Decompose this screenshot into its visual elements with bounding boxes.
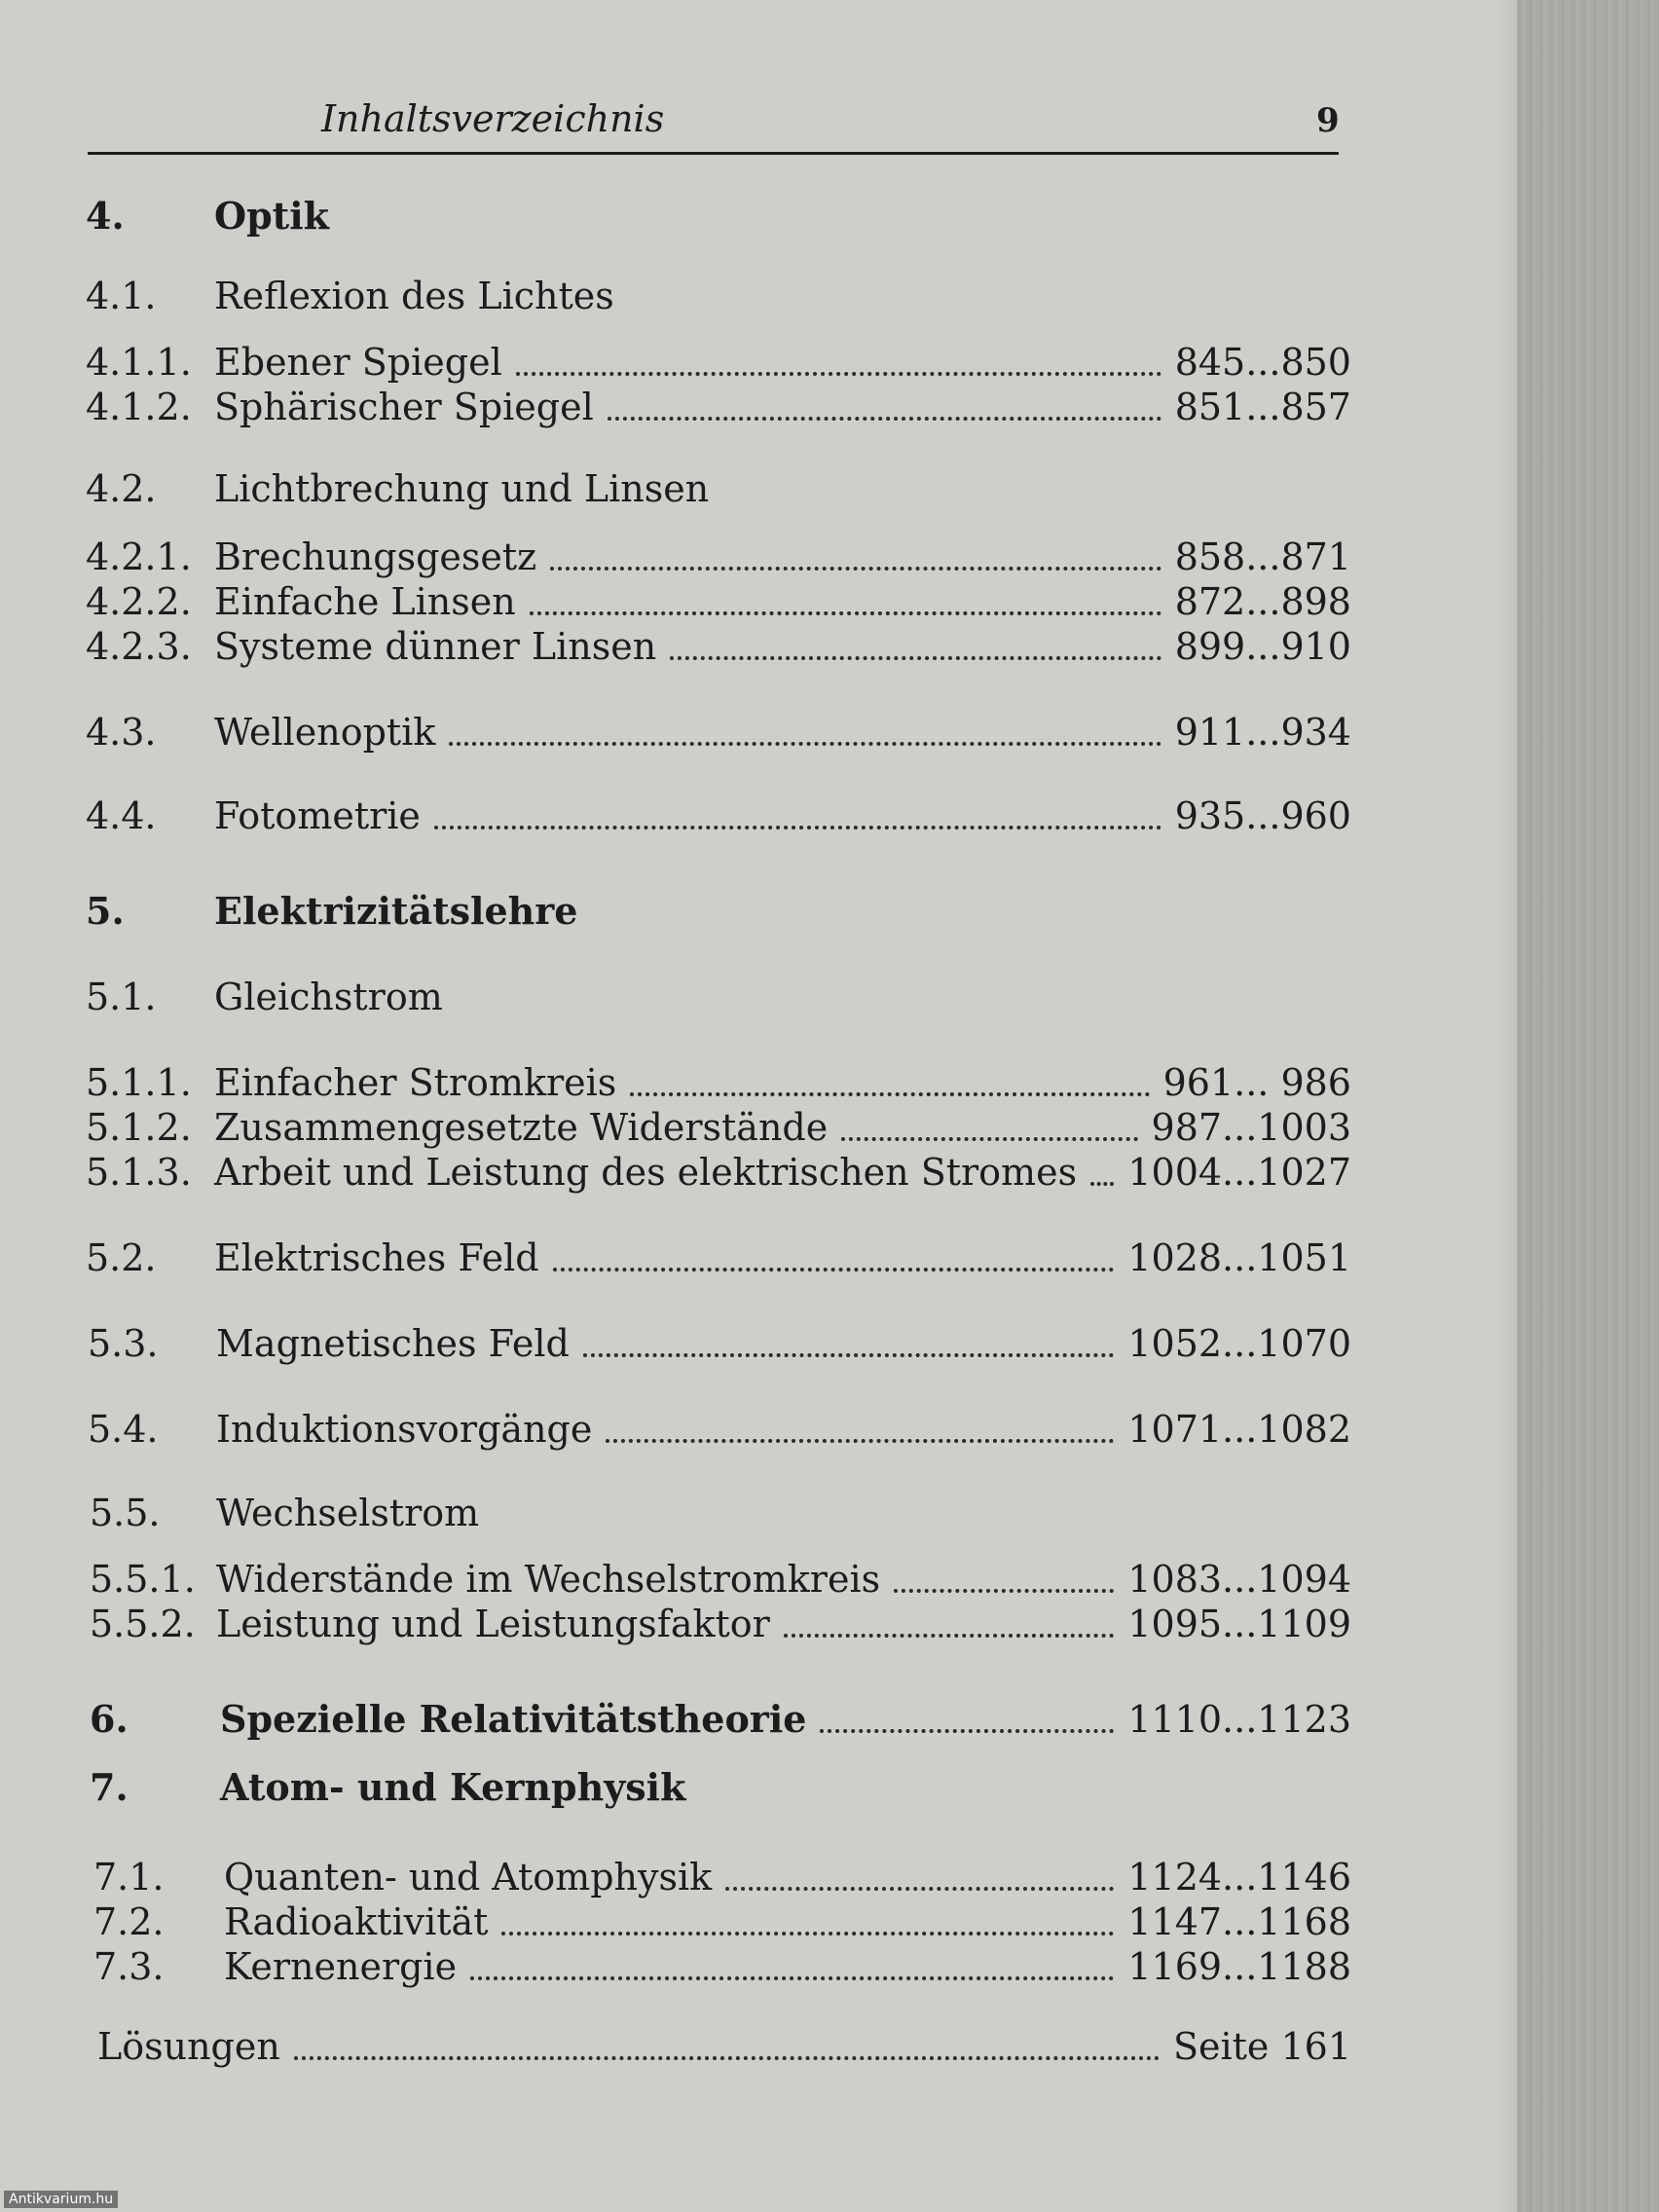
toc-entry-title: Spezielle Relativitätstheorie [220,1697,807,1741]
toc-entry-title: Zusammengesetzte Widerstände [214,1106,829,1149]
toc-entry-number: 5.1. [86,976,157,1018]
dot-leader [784,1626,1115,1638]
toc-entry-title: Atom- und Kernphysik [220,1765,686,1809]
toc-entry-title: Elektrizitätslehre [214,889,578,933]
toc-entry-title: Brechungsgesetz [214,535,537,578]
toc-entry-pages: 1110...1123 [1127,1698,1351,1741]
toc-entry-title: Systeme dünner Linsen [214,625,657,668]
toc-entry-number: 4.1. [86,275,157,317]
toc-entry-title: Gleichstrom [214,976,443,1018]
dot-leader [553,1260,1115,1272]
toc-entry-number: 4.2. [86,467,157,510]
dot-leader [550,559,1161,571]
toc-entry-pages: 872...898 [1174,580,1351,623]
toc-entry-pages: 1095...1109 [1127,1603,1351,1645]
toc-entry-title: Quanten- und Atomphysik [224,1856,713,1899]
page-edge-stack [1517,0,1659,2212]
toc-entry-title: Wellenoptik [214,711,436,754]
watermark: Antikvarium.hu [4,2191,118,2208]
toc-entry-number: 5. [86,889,125,933]
toc-entry-title: Magnetisches Feld [216,1322,570,1365]
toc-entry-title: Radioaktivität [224,1900,489,1943]
toc-entry-number: 4.2.2. [86,580,192,623]
page-number: 9 [1316,101,1340,140]
toc-entry-title: Einfacher Stromkreis [214,1061,617,1104]
toc-entry-number: 5.5. [90,1492,161,1534]
dot-leader [841,1129,1137,1141]
toc-entry-title: Leistung und Leistungsfaktor [216,1603,770,1645]
dot-leader [294,2048,1160,2060]
toc-entry-number: 4.2.1. [86,535,192,578]
toc-entry-pages: 1052...1070 [1127,1322,1351,1365]
toc-entry-number: 7. [90,1765,129,1809]
header-rule [88,152,1339,155]
toc-entry-number: 5.2. [86,1236,157,1279]
dot-leader [630,1085,1149,1096]
toc-entry-title: Sphärischer Spiegel [214,386,594,428]
toc-entry-number: 4.1.1. [86,341,192,384]
dot-leader [530,604,1161,615]
toc-entry-number: 4.4. [86,794,157,837]
dot-leader [501,1924,1114,1936]
toc-entry-pages: 858...871 [1174,535,1351,578]
toc-entry-pages: 851...857 [1174,386,1351,428]
toc-entry-number: 7.2. [93,1900,165,1943]
dot-leader [608,409,1161,421]
dot-leader [583,1346,1114,1357]
toc-entry-pages: 845...850 [1174,341,1351,384]
toc-entry-pages: 987...1003 [1151,1106,1351,1149]
toc-entry-title: Widerstände im Wechselstromkreis [216,1558,881,1601]
dot-leader [1090,1174,1114,1186]
running-header-title: Inhaltsverzeichnis [321,97,665,140]
dot-leader [820,1721,1114,1733]
toc-entry-number: 5.1.2. [86,1106,192,1149]
dot-leader [670,648,1161,660]
toc-entry-number: 5.5.1. [90,1558,196,1601]
toc-entry-title: Elektrisches Feld [214,1236,539,1279]
dot-leader [516,364,1161,376]
dot-leader [606,1431,1114,1443]
toc-entry-title: Fotometrie [214,794,421,837]
dot-leader [894,1581,1114,1593]
toc-entry-number: 6. [90,1697,129,1741]
toc-entry-number: 4.2.3. [86,625,192,668]
toc-entry-number: 5.1.3. [86,1151,192,1194]
toc-entry-pages: Seite 161 [1172,2025,1351,2068]
toc-entry-title: Wechselstrom [216,1492,480,1534]
toc-entry-title: Reflexion des Lichtes [214,275,614,317]
dot-leader [434,818,1161,830]
toc-entry-number: 5.5.2. [90,1603,196,1645]
toc-entry-pages: 899...910 [1174,625,1351,668]
toc-entry-number: 5.3. [88,1322,159,1365]
dot-leader [449,734,1161,746]
toc-entry-title: Induktionsvorgänge [216,1408,593,1451]
toc-entry-pages: 935...960 [1174,794,1351,837]
toc-entry-title: Optik [214,194,329,238]
toc-entry-title: Arbeit und Leistung des elektrischen Stromes [214,1151,1078,1194]
toc-entry-title: Lösungen [97,2025,280,2068]
toc-entry-pages: 911...934 [1174,711,1351,754]
toc-entry-pages: 1083...1094 [1127,1558,1351,1601]
dot-leader [470,1969,1114,1980]
toc-entry-pages: 961... 986 [1162,1061,1351,1104]
toc-entry-pages: 1124...1146 [1127,1856,1351,1899]
toc-entry-number: 4.1.2. [86,386,192,428]
toc-entry-title: Lichtbrechung und Linsen [214,467,710,510]
toc-entry-title: Einfache Linsen [214,580,516,623]
toc-entry-pages: 1028...1051 [1127,1236,1351,1279]
toc-entry-title: Kernenergie [224,1945,458,1988]
toc-entry-number: 7.1. [93,1856,165,1899]
toc-entry-number: 4. [86,194,125,238]
toc-entry-pages: 1169...1188 [1127,1945,1351,1988]
toc-entry-number: 5.1.1. [86,1061,192,1104]
toc-entry-number: 4.3. [86,711,157,754]
toc-entry-title: Ebener Spiegel [214,341,502,384]
toc-entry-pages: 1147...1168 [1127,1900,1351,1943]
toc-entry-pages: 1071...1082 [1127,1408,1351,1451]
toc-entry-number: 7.3. [93,1945,165,1988]
dot-leader [725,1879,1114,1891]
toc-entry-number: 5.4. [88,1408,159,1451]
toc-entry-pages: 1004...1027 [1127,1151,1351,1194]
